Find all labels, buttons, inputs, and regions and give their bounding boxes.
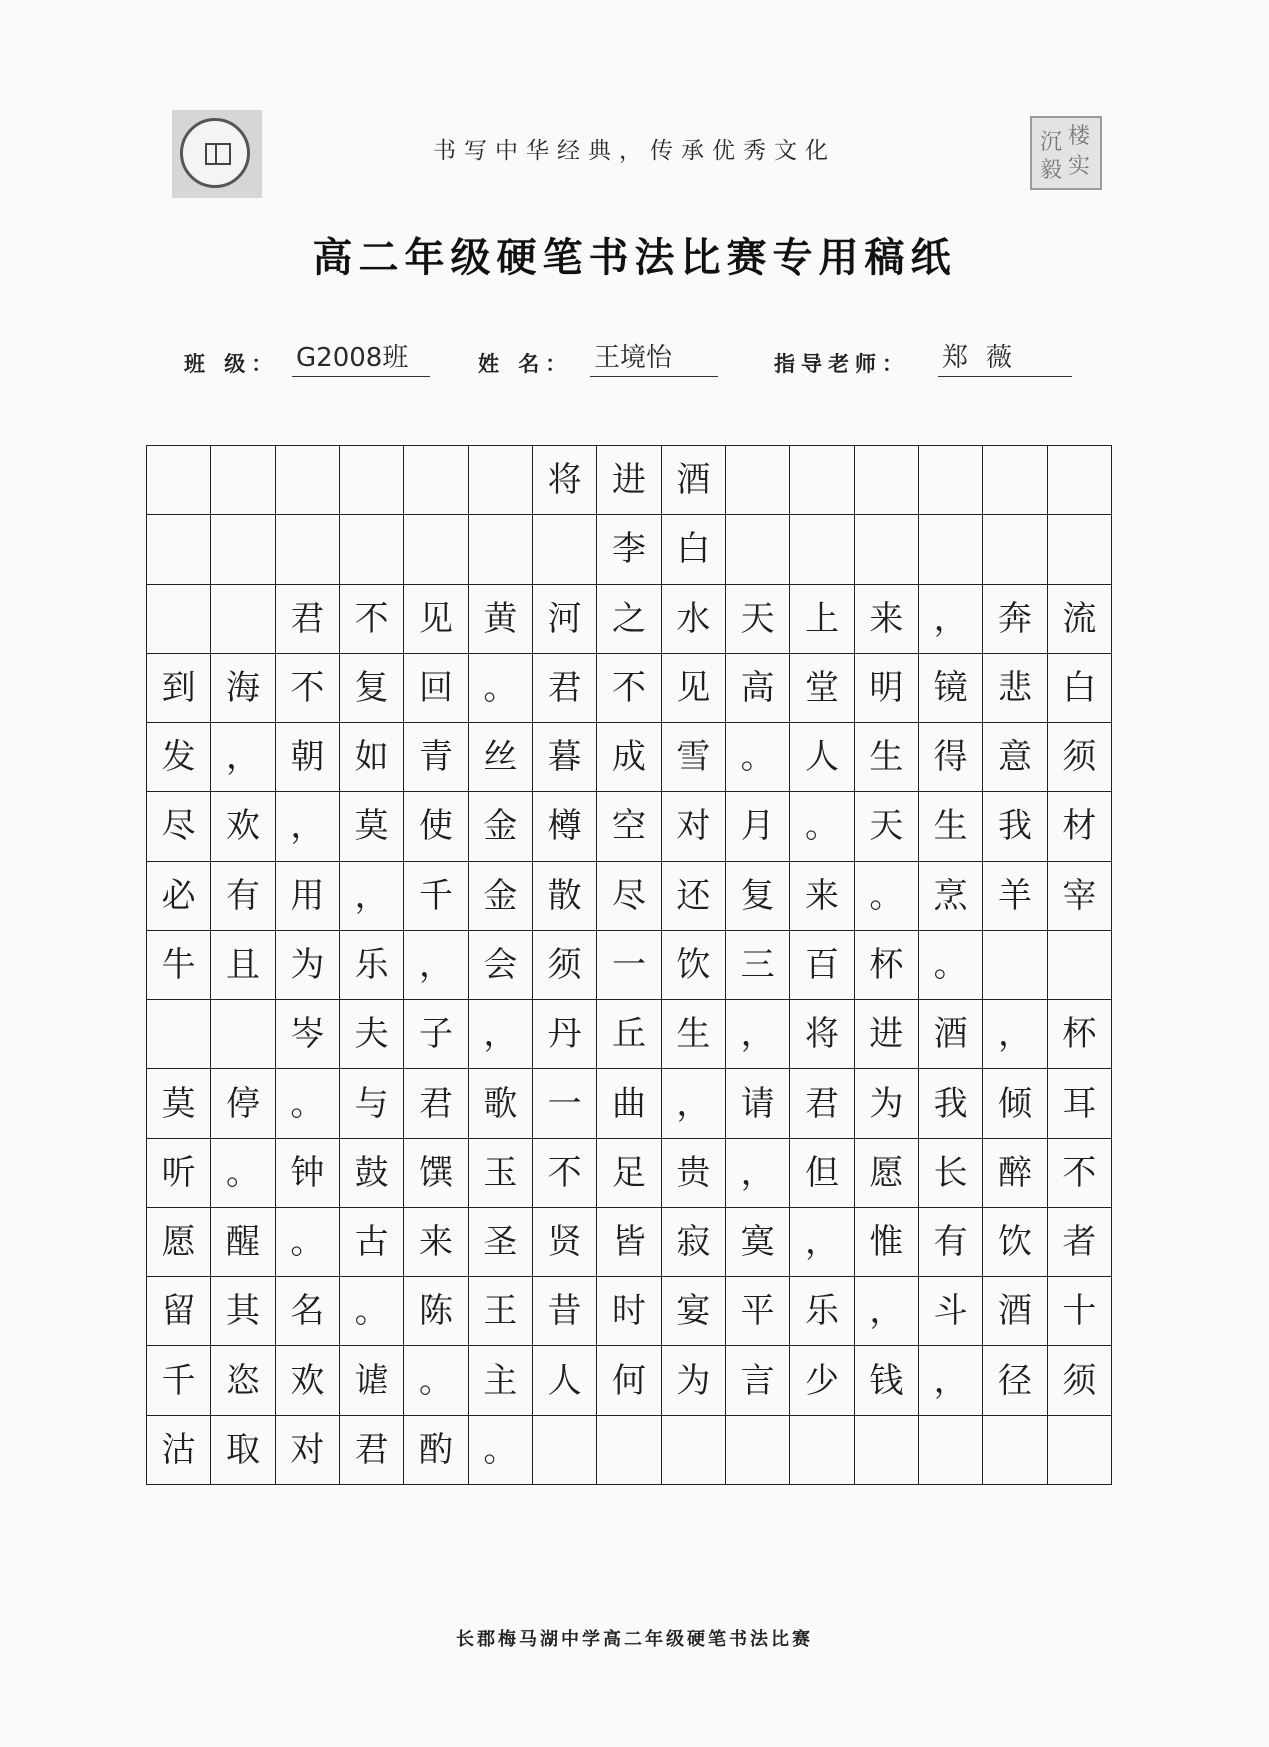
grid-cell: ， bbox=[726, 1139, 790, 1208]
grid-cell: 惟 bbox=[855, 1208, 919, 1277]
grid-cell: ， bbox=[662, 1069, 726, 1138]
grid-cell: 丝 bbox=[469, 723, 533, 792]
grid-cell: 我 bbox=[983, 792, 1047, 861]
footer-text: 长郡梅马湖中学高二年级硬笔书法比赛 bbox=[456, 1629, 813, 1650]
grid-cell: 圣 bbox=[469, 1208, 533, 1277]
grid-cell: 者 bbox=[1048, 1208, 1112, 1277]
grid-cell: 。 bbox=[855, 862, 919, 931]
grid-cell: 醒 bbox=[211, 1208, 275, 1277]
grid-cell bbox=[726, 515, 790, 584]
grid-cell: 百 bbox=[790, 931, 854, 1000]
grid-cell: 必 bbox=[147, 862, 211, 931]
grid-cell bbox=[533, 1416, 597, 1485]
grid-cell: 白 bbox=[662, 515, 726, 584]
grid-cell: 君 bbox=[340, 1416, 404, 1485]
grid-cell: 君 bbox=[404, 1069, 468, 1138]
class-label: 班 级： bbox=[184, 351, 279, 376]
grid-cell: 为 bbox=[855, 1069, 919, 1138]
grid-cell bbox=[276, 446, 340, 515]
grid-cell: 不 bbox=[276, 654, 340, 723]
grid-cell: 尽 bbox=[597, 862, 661, 931]
grid-cell: 玉 bbox=[469, 1139, 533, 1208]
grid-cell bbox=[662, 1416, 726, 1485]
grid-cell: 夫 bbox=[340, 1000, 404, 1069]
grid-cell: 不 bbox=[340, 585, 404, 654]
grid-cell: 乐 bbox=[340, 931, 404, 1000]
grid-cell: 生 bbox=[855, 723, 919, 792]
grid-cell: 耳 bbox=[1048, 1069, 1112, 1138]
grid-cell: 主 bbox=[469, 1346, 533, 1415]
grid-cell: 不 bbox=[533, 1139, 597, 1208]
grid-cell: 时 bbox=[597, 1277, 661, 1346]
grid-cell: 见 bbox=[662, 654, 726, 723]
grid-cell: 一 bbox=[533, 1069, 597, 1138]
slogan: 书写中华经典，传承优秀文化 bbox=[433, 138, 836, 164]
grid-cell bbox=[340, 446, 404, 515]
grid-cell: 酒 bbox=[919, 1000, 983, 1069]
grid-cell: 子 bbox=[404, 1000, 468, 1069]
grid-cell: 。 bbox=[919, 931, 983, 1000]
grid-cell: 之 bbox=[597, 585, 661, 654]
grid-cell: 。 bbox=[211, 1139, 275, 1208]
grid-cell bbox=[1048, 515, 1112, 584]
grid-cell: 李 bbox=[597, 515, 661, 584]
grid-cell: 我 bbox=[919, 1069, 983, 1138]
grid-cell: ， bbox=[726, 1000, 790, 1069]
grid-cell: 得 bbox=[919, 723, 983, 792]
grid-cell: 三 bbox=[726, 931, 790, 1000]
grid-cell: 天 bbox=[855, 792, 919, 861]
grid-cell: 古 bbox=[340, 1208, 404, 1277]
grid-cell: 昔 bbox=[533, 1277, 597, 1346]
grid-cell: 有 bbox=[919, 1208, 983, 1277]
grid-cell: 对 bbox=[662, 792, 726, 861]
grid-cell: 白 bbox=[1048, 654, 1112, 723]
grid-cell: 河 bbox=[533, 585, 597, 654]
grid-cell bbox=[1048, 1416, 1112, 1485]
grid-cell: 黄 bbox=[469, 585, 533, 654]
grid-cell: 空 bbox=[597, 792, 661, 861]
grid-cell: 还 bbox=[662, 862, 726, 931]
grid-cell: 不 bbox=[1048, 1139, 1112, 1208]
grid-cell: 。 bbox=[340, 1277, 404, 1346]
grid-cell: 千 bbox=[404, 862, 468, 931]
grid-cell: 月 bbox=[726, 792, 790, 861]
grid-cell: 发 bbox=[147, 723, 211, 792]
grid-cell: 留 bbox=[147, 1277, 211, 1346]
grid-cell: 为 bbox=[276, 931, 340, 1000]
grid-cell: 对 bbox=[276, 1416, 340, 1485]
grid-cell: 千 bbox=[147, 1346, 211, 1415]
grid-cell: 意 bbox=[983, 723, 1047, 792]
grid-cell: 饮 bbox=[983, 1208, 1047, 1277]
grid-cell: 醉 bbox=[983, 1139, 1047, 1208]
grid-cell bbox=[597, 1416, 661, 1485]
grid-cell bbox=[726, 446, 790, 515]
grid-cell: 悲 bbox=[983, 654, 1047, 723]
grid-cell: 名 bbox=[276, 1277, 340, 1346]
grid-cell bbox=[790, 515, 854, 584]
class-field: G2008班 bbox=[292, 340, 430, 377]
grid-cell: 暮 bbox=[533, 723, 597, 792]
grid-cell bbox=[147, 515, 211, 584]
grid-cell: 材 bbox=[1048, 792, 1112, 861]
grid-cell: 鼓 bbox=[340, 1139, 404, 1208]
grid-cell bbox=[790, 446, 854, 515]
grid-cell: ， bbox=[790, 1208, 854, 1277]
grid-cell: 不 bbox=[597, 654, 661, 723]
grid-cell: 进 bbox=[855, 1000, 919, 1069]
grid-cell: 酌 bbox=[404, 1416, 468, 1485]
grid-cell: 镜 bbox=[919, 654, 983, 723]
grid-cell: 会 bbox=[469, 931, 533, 1000]
grid-cell bbox=[147, 446, 211, 515]
grid-cell bbox=[726, 1416, 790, 1485]
grid-cell: 愿 bbox=[147, 1208, 211, 1277]
grid-cell: 到 bbox=[147, 654, 211, 723]
grid-cell: 丘 bbox=[597, 1000, 661, 1069]
grid-cell: 生 bbox=[662, 1000, 726, 1069]
grid-cell: 言 bbox=[726, 1346, 790, 1415]
grid-cell: 高 bbox=[726, 654, 790, 723]
grid-cell: ， bbox=[919, 585, 983, 654]
grid-cell: 听 bbox=[147, 1139, 211, 1208]
grid-cell: 明 bbox=[855, 654, 919, 723]
grid-cell bbox=[983, 446, 1047, 515]
grid-cell: 但 bbox=[790, 1139, 854, 1208]
grid-cell: ， bbox=[276, 792, 340, 861]
grid-cell: 饮 bbox=[662, 931, 726, 1000]
grid-cell: 皆 bbox=[597, 1208, 661, 1277]
grid-cell: 馔 bbox=[404, 1139, 468, 1208]
grid-cell: 王 bbox=[469, 1277, 533, 1346]
grid-cell: 将 bbox=[790, 1000, 854, 1069]
grid-cell bbox=[533, 515, 597, 584]
grid-cell: 人 bbox=[533, 1346, 597, 1415]
grid-cell bbox=[211, 585, 275, 654]
name-field: 王境怡 bbox=[590, 340, 718, 377]
grid-cell bbox=[983, 1416, 1047, 1485]
grid-cell: 流 bbox=[1048, 585, 1112, 654]
grid-cell: 雪 bbox=[662, 723, 726, 792]
grid-cell: 宴 bbox=[662, 1277, 726, 1346]
grid-cell bbox=[983, 515, 1047, 584]
grid-cell: 复 bbox=[726, 862, 790, 931]
grid-cell: 青 bbox=[404, 723, 468, 792]
grid-cell: 进 bbox=[597, 446, 661, 515]
grid-cell: 少 bbox=[790, 1346, 854, 1415]
grid-cell bbox=[919, 1416, 983, 1485]
grid-cell: 上 bbox=[790, 585, 854, 654]
teacher-label: 指导老师： bbox=[774, 351, 909, 376]
grid-cell: 天 bbox=[726, 585, 790, 654]
grid-cell: 莫 bbox=[147, 1069, 211, 1138]
grid-cell: 歌 bbox=[469, 1069, 533, 1138]
grid-cell: 一 bbox=[597, 931, 661, 1000]
grid-cell: 须 bbox=[1048, 723, 1112, 792]
grid-cell: ， bbox=[404, 931, 468, 1000]
grid-cell: 来 bbox=[855, 585, 919, 654]
name-label: 姓 名： bbox=[478, 351, 573, 376]
grid-cell: 。 bbox=[404, 1346, 468, 1415]
grid-cell: 金 bbox=[469, 862, 533, 931]
grid-cell: 长 bbox=[919, 1139, 983, 1208]
grid-cell: 宰 bbox=[1048, 862, 1112, 931]
grid-cell: 钟 bbox=[276, 1139, 340, 1208]
student-info-row bbox=[0, 340, 1269, 384]
grid-cell: 。 bbox=[790, 792, 854, 861]
grid-cell: 羊 bbox=[983, 862, 1047, 931]
teacher-field: 郑薇 bbox=[938, 340, 1072, 377]
grid-cell: 欢 bbox=[276, 1346, 340, 1415]
grid-cell bbox=[919, 515, 983, 584]
grid-cell bbox=[147, 585, 211, 654]
grid-cell bbox=[1048, 931, 1112, 1000]
grid-cell: 寂 bbox=[662, 1208, 726, 1277]
grid-cell: 使 bbox=[404, 792, 468, 861]
grid-cell: 须 bbox=[533, 931, 597, 1000]
grid-cell: 寞 bbox=[726, 1208, 790, 1277]
grid-cell bbox=[983, 931, 1047, 1000]
grid-cell: ， bbox=[340, 862, 404, 931]
grid-cell: 用 bbox=[276, 862, 340, 931]
grid-cell: 将 bbox=[533, 446, 597, 515]
grid-cell: 十 bbox=[1048, 1277, 1112, 1346]
grid-cell: 杯 bbox=[1048, 1000, 1112, 1069]
grid-cell: 贵 bbox=[662, 1139, 726, 1208]
grid-cell: 酒 bbox=[983, 1277, 1047, 1346]
grid-cell: 见 bbox=[404, 585, 468, 654]
grid-cell: 成 bbox=[597, 723, 661, 792]
grid-cell: 岑 bbox=[276, 1000, 340, 1069]
grid-cell: 有 bbox=[211, 862, 275, 931]
grid-cell: ， bbox=[855, 1277, 919, 1346]
grid-cell: 来 bbox=[790, 862, 854, 931]
grid-cell: 如 bbox=[340, 723, 404, 792]
grid-cell bbox=[211, 446, 275, 515]
grid-cell: 停 bbox=[211, 1069, 275, 1138]
grid-cell: 朝 bbox=[276, 723, 340, 792]
grid-cell bbox=[211, 515, 275, 584]
grid-cell: 堂 bbox=[790, 654, 854, 723]
grid-cell bbox=[855, 515, 919, 584]
grid-cell: 回 bbox=[404, 654, 468, 723]
grid-cell: 生 bbox=[919, 792, 983, 861]
grid-cell: 乐 bbox=[790, 1277, 854, 1346]
grid-cell: 曲 bbox=[597, 1069, 661, 1138]
grid-cell: 君 bbox=[533, 654, 597, 723]
grid-cell: 。 bbox=[469, 654, 533, 723]
grid-cell: 尽 bbox=[147, 792, 211, 861]
grid-cell: ， bbox=[211, 723, 275, 792]
grid-cell: 须 bbox=[1048, 1346, 1112, 1415]
grid-cell: ， bbox=[919, 1346, 983, 1415]
grid-cell bbox=[855, 446, 919, 515]
grid-cell: 贤 bbox=[533, 1208, 597, 1277]
grid-cell: 平 bbox=[726, 1277, 790, 1346]
grid-cell: ， bbox=[983, 1000, 1047, 1069]
grid-cell: 且 bbox=[211, 931, 275, 1000]
grid-cell: 复 bbox=[340, 654, 404, 723]
grid-cell bbox=[147, 1000, 211, 1069]
grid-cell: 愿 bbox=[855, 1139, 919, 1208]
grid-cell: 丹 bbox=[533, 1000, 597, 1069]
grid-cell: 与 bbox=[340, 1069, 404, 1138]
grid-cell: 陈 bbox=[404, 1277, 468, 1346]
grid-cell bbox=[855, 1416, 919, 1485]
grid-cell: 恣 bbox=[211, 1346, 275, 1415]
grid-cell: 君 bbox=[276, 585, 340, 654]
grid-cell: 烹 bbox=[919, 862, 983, 931]
grid-cell: 奔 bbox=[983, 585, 1047, 654]
grid-cell: 倾 bbox=[983, 1069, 1047, 1138]
grid-cell: 牛 bbox=[147, 931, 211, 1000]
grid-cell bbox=[1048, 446, 1112, 515]
grid-cell bbox=[404, 446, 468, 515]
grid-cell: 君 bbox=[790, 1069, 854, 1138]
grid-cell: 。 bbox=[469, 1416, 533, 1485]
grid-cell: 欢 bbox=[211, 792, 275, 861]
grid-cell: 请 bbox=[726, 1069, 790, 1138]
page-title: 高二年级硬笔书法比赛专用稿纸 bbox=[312, 234, 957, 281]
grid-cell: 莫 bbox=[340, 792, 404, 861]
grid-cell bbox=[340, 515, 404, 584]
grid-cell: ， bbox=[469, 1000, 533, 1069]
grid-cell bbox=[790, 1416, 854, 1485]
grid-cell: 为 bbox=[662, 1346, 726, 1415]
grid-cell: 钱 bbox=[855, 1346, 919, 1415]
grid-cell: 水 bbox=[662, 585, 726, 654]
grid-cell: 杯 bbox=[855, 931, 919, 1000]
grid-cell: 斗 bbox=[919, 1277, 983, 1346]
grid-cell bbox=[404, 515, 468, 584]
grid-cell bbox=[211, 1000, 275, 1069]
grid-cell: 人 bbox=[790, 723, 854, 792]
grid-cell: 径 bbox=[983, 1346, 1047, 1415]
grid-cell: 足 bbox=[597, 1139, 661, 1208]
grid-cell: 其 bbox=[211, 1277, 275, 1346]
grid-cell: 樽 bbox=[533, 792, 597, 861]
grid-cell: 海 bbox=[211, 654, 275, 723]
grid-cell: 金 bbox=[469, 792, 533, 861]
grid-cell: 散 bbox=[533, 862, 597, 931]
grid-cell bbox=[276, 515, 340, 584]
seal-stamp-icon: 楼 实 沉 毅 bbox=[1030, 116, 1102, 190]
grid-cell: 。 bbox=[276, 1069, 340, 1138]
grid-cell: 何 bbox=[597, 1346, 661, 1415]
grid-cell: 来 bbox=[404, 1208, 468, 1277]
grid-cell: 谑 bbox=[340, 1346, 404, 1415]
grid-cell bbox=[469, 446, 533, 515]
grid-cell: 沽 bbox=[147, 1416, 211, 1485]
grid-cell: 酒 bbox=[662, 446, 726, 515]
grid-cell: 。 bbox=[276, 1208, 340, 1277]
writing-grid bbox=[146, 445, 1112, 1485]
grid-cell bbox=[469, 515, 533, 584]
grid-cell: 取 bbox=[211, 1416, 275, 1485]
grid-cell bbox=[919, 446, 983, 515]
grid-cell: 。 bbox=[726, 723, 790, 792]
